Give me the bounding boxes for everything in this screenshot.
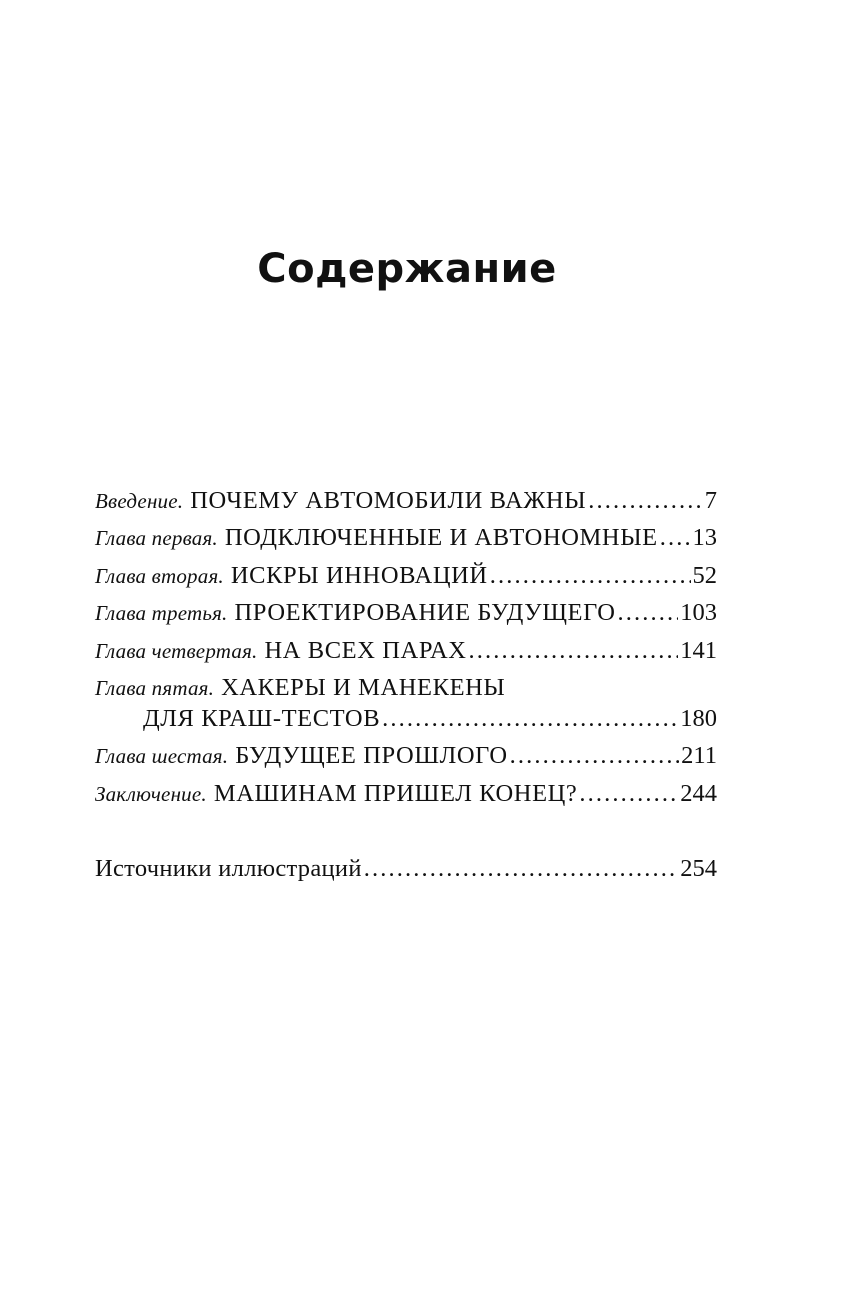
toc-entry-title: БУДУЩЕЕ ПРОШЛОГО: [235, 742, 508, 770]
toc-entry-chapter-6[interactable]: [95, 737, 717, 774]
toc-entry-prefix: Глава шестая.: [95, 744, 229, 769]
toc-entry-prefix: Глава первая.: [95, 526, 218, 551]
toc-entry-page: 254: [680, 855, 717, 883]
toc-entry-page: 103: [680, 599, 717, 627]
dot-leader: [660, 519, 691, 556]
toc-entry-prefix: Глава вторая.: [95, 563, 224, 588]
toc-entry-title: НА ВСЕХ ПАРАХ: [264, 636, 467, 664]
page-title: Содержание: [257, 246, 557, 292]
toc-entry-chapter-2[interactable]: [95, 557, 717, 594]
dot-leader: [588, 482, 703, 519]
toc-entry-prefix: Введение.: [95, 489, 184, 513]
toc-entry-conclusion[interactable]: [95, 775, 717, 812]
toc-entry-title: ХАКЕРЫ И МАНЕКЕНЫ: [221, 673, 506, 701]
toc-entry-introduction[interactable]: [95, 482, 717, 519]
toc-entry-prefix: Глава третья.: [95, 601, 228, 626]
toc-entry-chapter-3[interactable]: [95, 594, 717, 631]
dot-leader: [469, 632, 679, 669]
table-of-contents: [95, 482, 717, 888]
toc-entry-page: 7: [704, 487, 717, 514]
toc-entry-title: Источники иллюстраций: [95, 855, 362, 883]
toc-entry-chapter-5[interactable]: [95, 669, 717, 700]
dot-leader: [364, 850, 678, 887]
dot-leader: [490, 557, 691, 594]
toc-entry-illustration-sources[interactable]: [95, 850, 717, 887]
toc-entry-page: 141: [680, 636, 717, 664]
toc-entry-title: ПРОЕКТИРОВАНИЕ БУДУЩЕГО: [234, 599, 616, 627]
section-spacer: [95, 812, 717, 850]
dot-leader: [510, 737, 680, 774]
toc-entry-title: ИСКРЫ ИННОВАЦИЙ: [230, 561, 488, 589]
toc-entry-chapter-4[interactable]: [95, 632, 717, 669]
toc-entry-chapter-5-continuation[interactable]: [95, 700, 717, 737]
toc-entry-prefix: Глава четвертая.: [95, 638, 258, 663]
toc-entry-page: 211: [681, 742, 717, 770]
toc-entry-page: 52: [692, 561, 717, 589]
toc-entry-prefix: Заключение.: [95, 781, 207, 806]
toc-entry-page: 244: [680, 779, 717, 807]
toc-entry-chapter-1[interactable]: [95, 519, 717, 556]
dot-leader: [382, 700, 678, 737]
toc-entry-title-continuation: ДЛЯ КРАШ-ТЕСТОВ: [143, 704, 381, 732]
toc-entry-title: ПОЧЕМУ АВТОМОБИЛИ ВАЖНЫ: [190, 487, 587, 514]
dot-leader: [618, 594, 679, 631]
toc-entry-title: ПОДКЛЮЧЕННЫЕ И АВТОНОМНЫЕ: [224, 524, 658, 552]
toc-entry-prefix: Глава пятая.: [95, 675, 215, 700]
dot-leader: [579, 775, 678, 812]
toc-entry-title: МАШИНАМ ПРИШЕЛ КОНЕЦ?: [213, 779, 578, 807]
toc-entry-page: 13: [692, 524, 717, 552]
toc-entry-page: 180: [680, 704, 717, 732]
